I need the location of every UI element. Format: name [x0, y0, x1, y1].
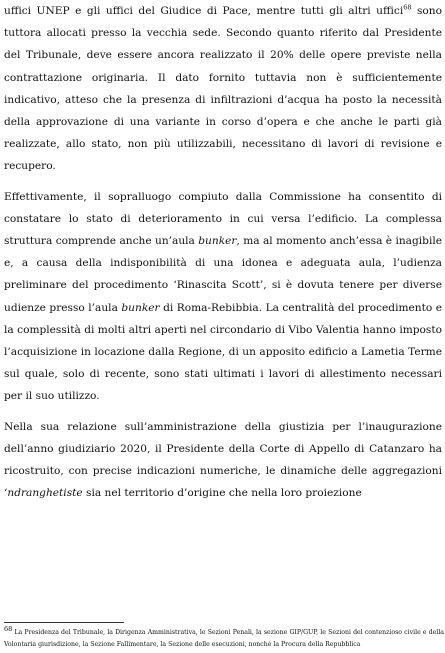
body-text	[4, 0, 442, 512]
italic-term: bunker	[121, 301, 160, 314]
paragraph	[4, 0, 442, 178]
footnote-marker: 68	[4, 624, 13, 633]
paragraph	[4, 186, 442, 408]
text-run: sono tuttora allocati presso la vecchia sede. Secondo quanto riferito dal Presidente del Tribunale, deve essere ancora realizzato il 20% delle opere previste nella contrattazione originaria. Il dato fornito tuttavia non è sufficientemente indicativo, atteso che la presenza di infiltrazioni d’acqua ha posto la necessità della approvazione di una variante in corso d’opera e che anche le parti già realizzate, allo stato, non più utilizzabili, necessitano di lavori di revisione e recupero.	[4, 5, 442, 173]
italic-term: ‘ndranghetiste	[4, 487, 83, 500]
text-run: di Roma-Rebibbia. La centralità del procedimento e la complessità di molti altri aperti nel circondario di Vibo Valentia hanno imposto l’acquisizione in locazione dalla Regione, di un apposito edificio a Lametia Terme sul quale, solo di recente, sono stati ultimati i lavori di allestimento necessari per il suo utilizzo.	[4, 301, 442, 403]
text-run: , ma al momento anch’essa è inagibile e, a causa della indisponibilità di una idonea e adeguata aula, l’udienza preliminare del procedimento ‘Rinascita Scott’, si è dovuta tenere per diverse udienze presso l’aula	[4, 235, 442, 314]
text-run: uffici UNEP e gli uffici del Giudice di Pace, mentre tutti gli altri uffici	[4, 5, 404, 17]
text-run: Effettivamente, il sopralluogo compiuto dalla Commissione ha consentito di constatare lo stato di deterioramento in cui versa l’edificio. La complessa struttura comprende anche un’aula	[4, 190, 442, 248]
paragraph	[4, 416, 442, 505]
footnote-text: La Presidenza del Tribunale, la Dirigenza Amministrativa, le Sezioni Penali, la sezione GIP/GUP, le Sezioni del contenzioso civile e della Volontaria giurisdizione, la Sezione Fallimentare, la Sezione delle esecuzioni, nonché la Procura della Repubblica	[4, 629, 444, 648]
text-run: Nella sua relazione sull’amministrazione della giustizia per l’inaugurazione dell’anno giudiziario 2020, il Presidente della Corte di Appello di Catanzaro ha ricostruito, con precise indicazioni numeriche, le dinamiche delle aggregazioni	[4, 420, 442, 478]
footnote-separator	[4, 622, 124, 623]
italic-term: bunker	[198, 235, 237, 248]
footnote	[4, 624, 444, 651]
footnote-reference: 68	[403, 3, 412, 12]
text-run: sia nel territorio d’origine che nella loro proiezione	[82, 487, 362, 500]
